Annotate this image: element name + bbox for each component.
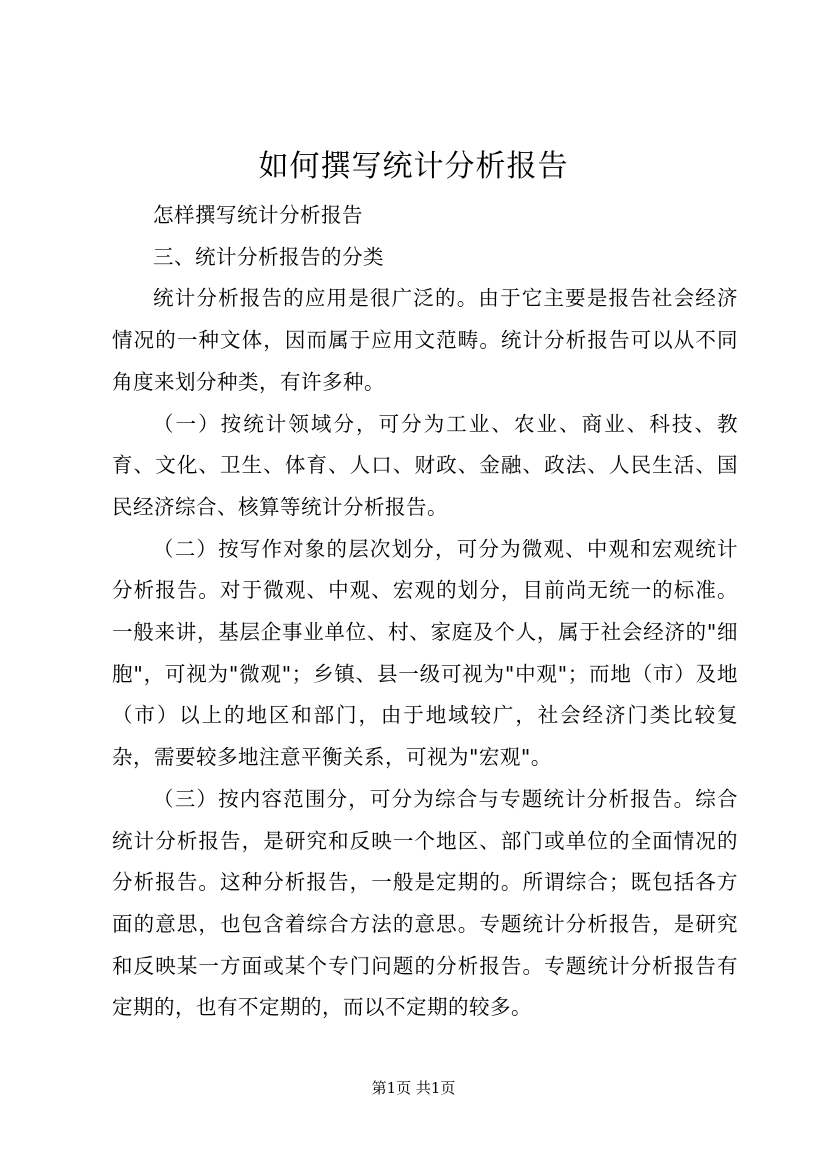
paragraph-level: （二）按写作对象的层次划分，可分为微观、中观和宏观统计分析报告。对于微观、中观、宏观的划分，目前尚无统一的标准。一般来讲，基层企事业单位、村、家庭及个人，属于社会经济的"细胞"，可视为"微观"；乡镇、县一级可视为"中观"；而地（市）及地（市）以上的地区和部门，由于地域较广，社会经济门类比较复杂，需要较多地注意平衡关系，可视为"宏观"。	[112, 536, 738, 770]
paragraph-scope: （三）按内容范围分，可分为综合与专题统计分析报告。综合统计分析报告，是研究和反映一个地区、部门或单位的全面情况的分析报告。这种分析报告，一般是定期的。所谓综合；既包括各方面的意思，也包含着综合方法的意思。专题统计分析报告，是研究和反映某一方面或某个专门问题的分析报告。专题统计分析报告有定期的，也有不定期的，而以不定期的较多。	[112, 786, 738, 1020]
paragraph-domain: （一）按统计领域分，可分为工业、农业、商业、科技、教育、文化、卫生、体育、人口、财政、金融、政法、人民生活、国民经济综合、核算等统计分析报告。	[112, 411, 738, 519]
subtitle-line: 怎样撰写统计分析报告	[153, 203, 363, 227]
paragraph-intro: 统计分析报告的应用是很广泛的。由于它主要是报告社会经济情况的一种文体，因而属于应用文范畴。统计分析报告可以从不同角度来划分种类，有许多种。	[112, 286, 738, 394]
page-number-footer: 第1页 共1页	[371, 1079, 456, 1097]
document-body	[112, 195, 738, 1029]
document-title: 如何撰写统计分析报告	[258, 149, 569, 184]
section-heading: 三、统计分析报告的分类	[153, 244, 384, 269]
